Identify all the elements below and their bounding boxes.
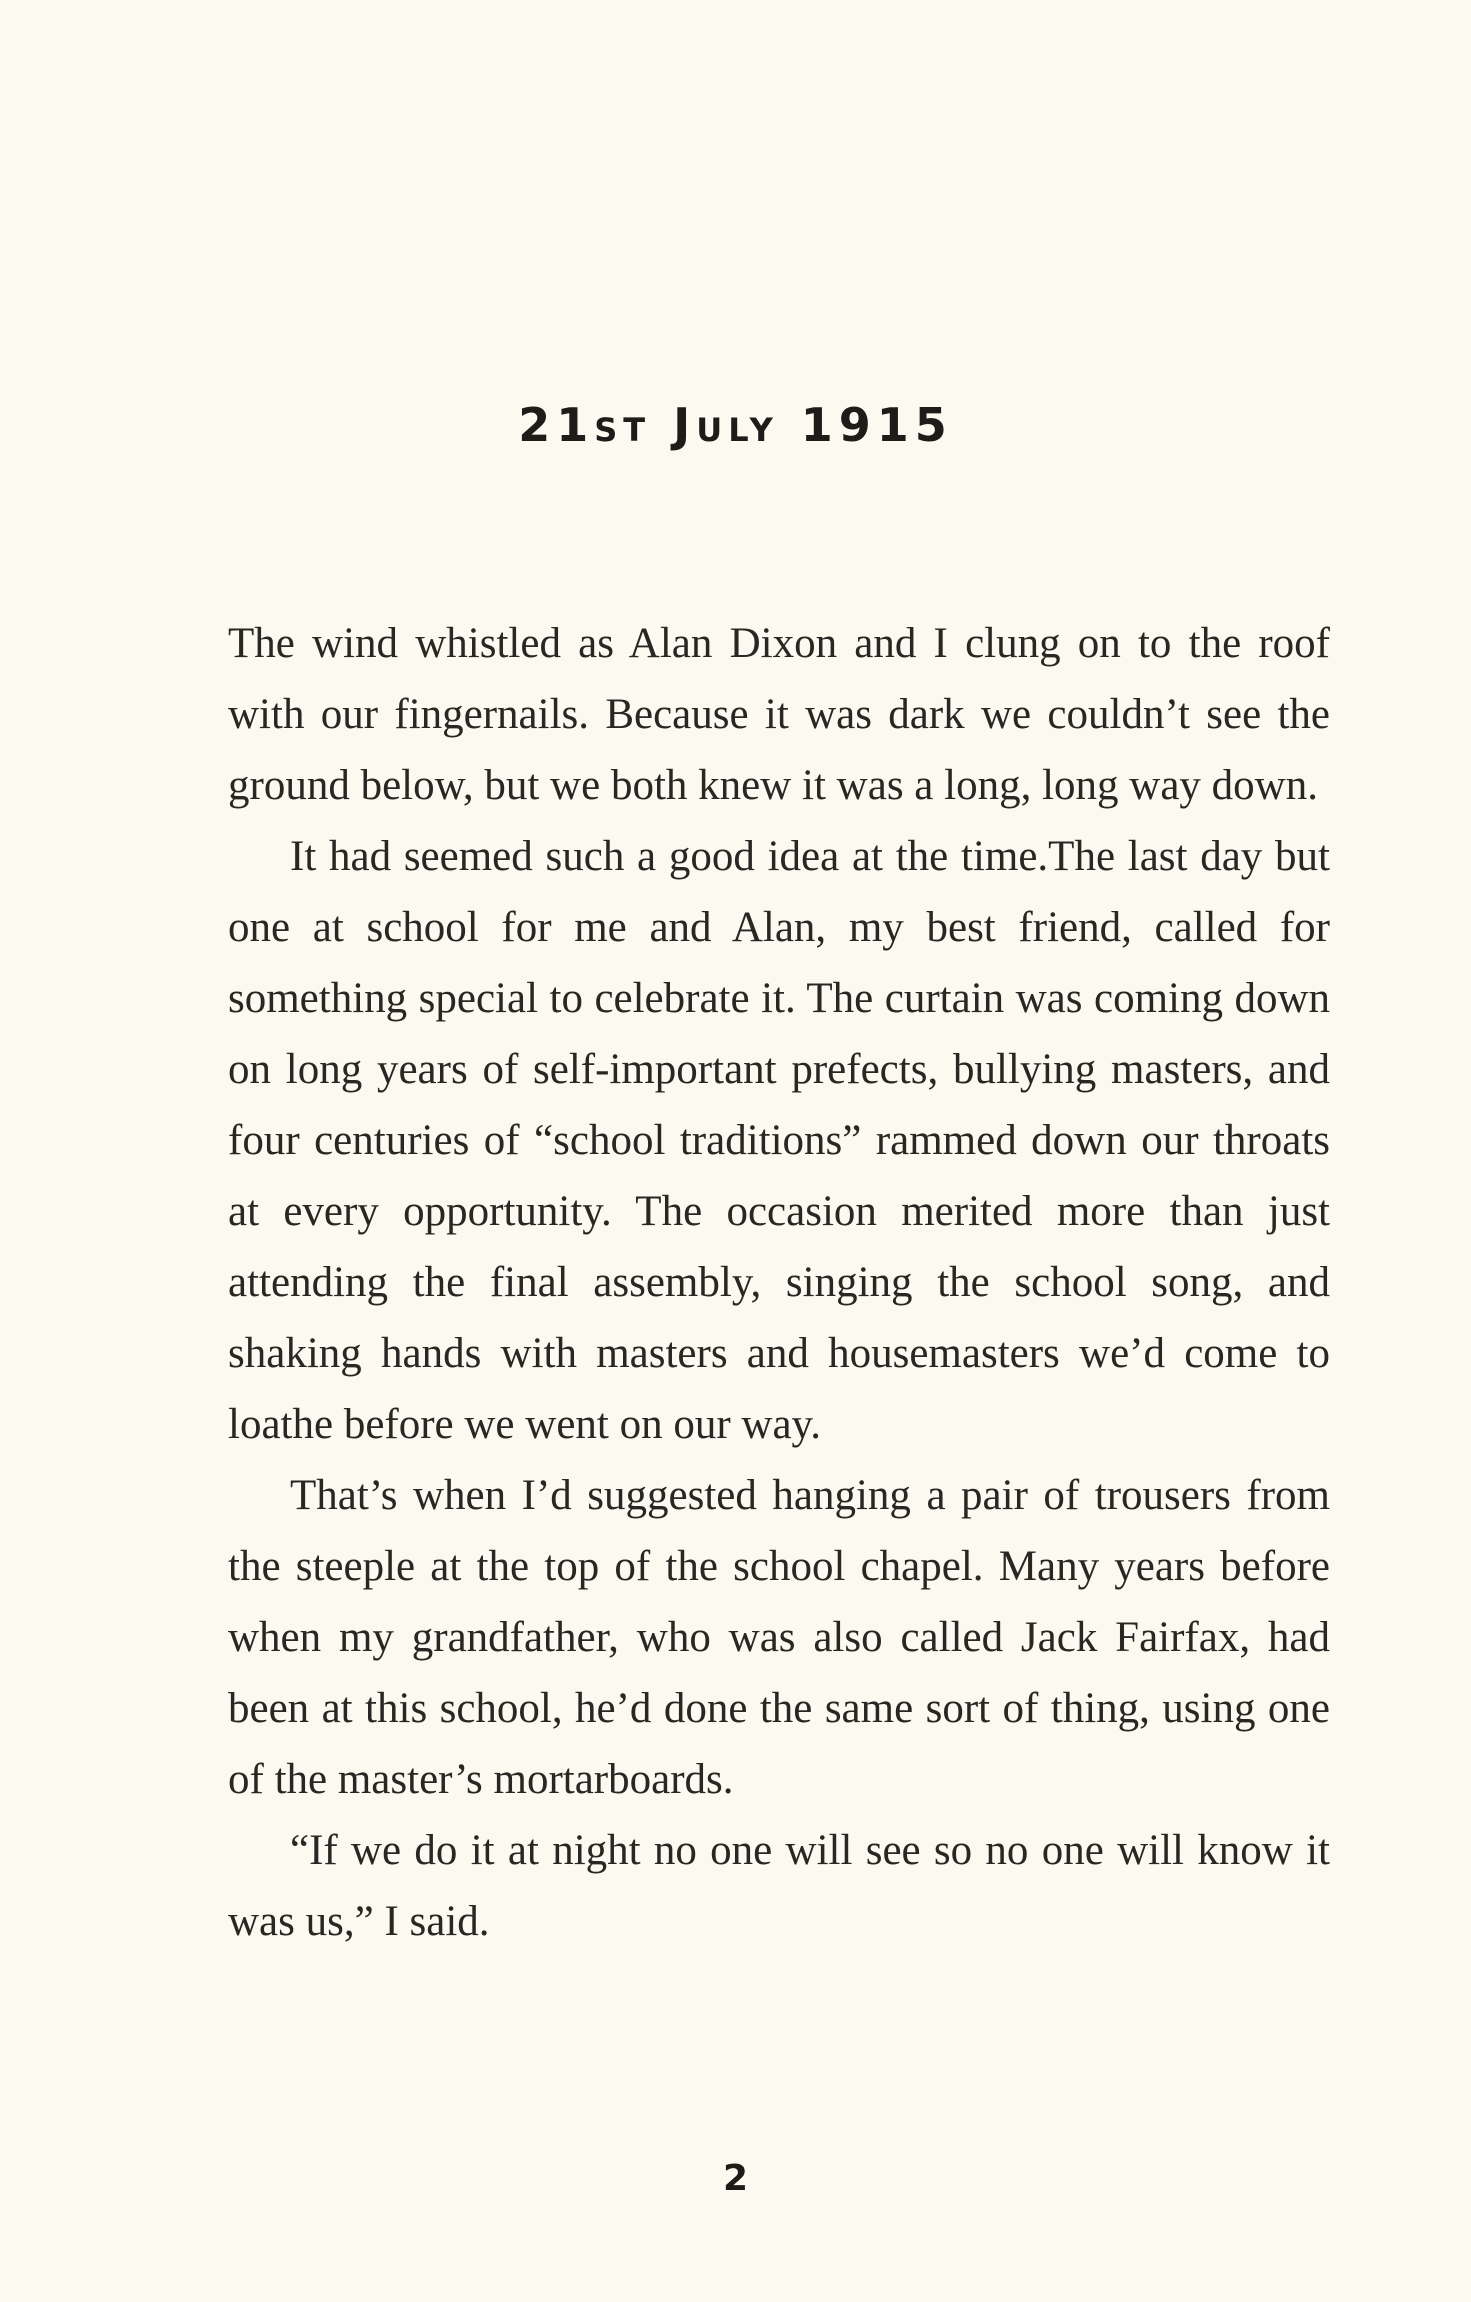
paragraph: It had seemed such a good idea at the time.The last day but one at school for me and Alan, my best friend, called for something special to celebrate it. The curtain was coming down on long years of self-important prefects, bullying masters, and four centuries of “school traditions” rammed down our throats at every opportunity. The occasion merited more than just attending the final assembly, singing the school song, and shaking hands with masters and housemasters we’d come to loathe before we went on our way. xyxy=(228,833,1330,1448)
chapter-body xyxy=(228,608,1330,1957)
paragraph: The wind whistled as Alan Dixon and I clung on to the roof with our fingernails. Because it was dark we couldn’t see the ground below, but we both knew it was a long, long way down. xyxy=(228,620,1330,809)
paragraph: That’s when I’d suggested hanging a pair of trousers from the steeple at the top of the school chapel. Many years before when my grandfather, who was also called Jack Fairfax, had been at this school, he’d done the same sort of thing, using one of the master’s mortarboards. xyxy=(228,1472,1330,1803)
page-number: 2 xyxy=(722,2158,749,2199)
paragraph: “If we do it at night no one will see so no one will know it was us,” I said. xyxy=(228,1827,1330,1945)
chapter-heading: 21st July 1915 xyxy=(518,398,953,452)
